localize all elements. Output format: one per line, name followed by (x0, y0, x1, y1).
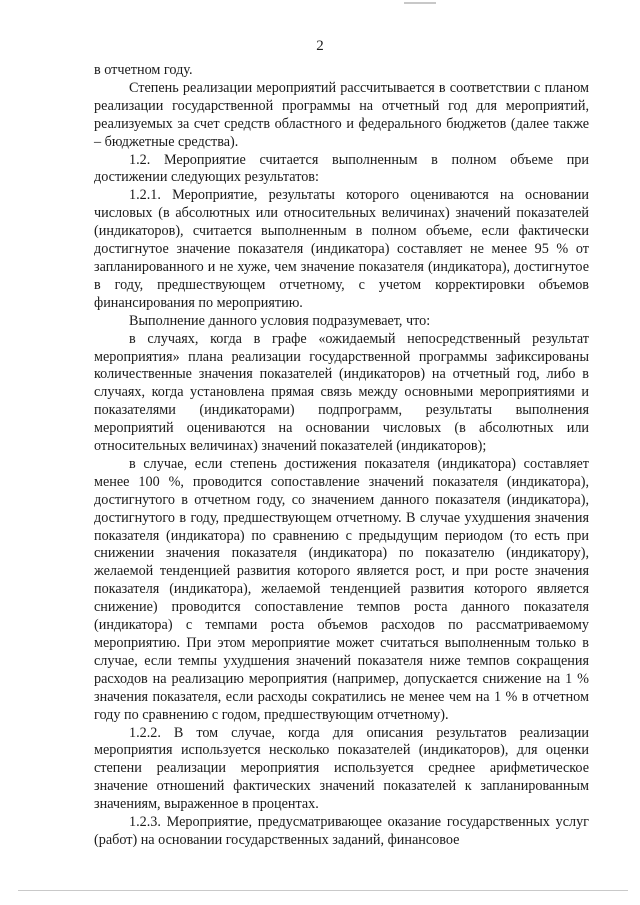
document-body (94, 62, 589, 850)
paragraph-1-2-1: 1.2.1. Мероприятие, результаты которого оцениваются на основании числовых (в абсолютных или относительных величинах) значений показателей (индикаторов), считается выполненным в полном объеме, если фактически достигнутое значение показателя (индикатора) составляет не менее 95 % от запланированного и не хуже, чем значение показателя (индикатора), достигнутое в году, предшествующем отчетному, с учетом корректировки объемов финансирования по мероприятию. (94, 187, 589, 311)
paragraph-condition-numeric: в случаях, когда в графе «ожидаемый непосредственный результат мероприятия» плана реализации государственной программы зафиксированы количественные значения показателей (индикаторов) на отчетный год, либо в случаях, когда установлена прямая связь между основными мероприятиями и показателями (индикаторами) подпрограмм, результаты выполнения мероприятий оцениваются на основании числовых (в абсолютных или относительных величинах) значений показателей (индикаторов); (94, 330, 589, 455)
scan-bottom-edge (18, 890, 628, 891)
scan-artifact-mark (404, 2, 436, 4)
paragraph-condition-below-100: в случае, если степень достижения показателя (индикатора) составляет менее 100 %, проводится сопоставление значений показателя (индикатора), достигнутого в отчетном году, со значением данного показателя (индикатора), достигнутого в году, предшествующем отчетному. В случае ухудшения значения показателя (индикатора) по сравнению с предыдущим периодом (то есть при снижении значения показателя (индикатора) по показателю (индикатору), желаемой тенденцией развития которого является рост, и при росте значения показателя (индикатора), желаемой тенденцией развития которого является снижение) проводится сопоставление темпов роста данного показателя (индикатора) с темпами роста объемов расходов по рассматриваемому мероприятию. При этом мероприятие может считаться выполненным только в случае, если темпы ухудшения значений показателя ниже темпов сокращения расходов на реализацию мероприятия (например, допускается снижение на 1 % значения показателя, если расходы сократились не менее чем на 1 % в отчетном году по сравнению с годом, предшествующим отчетному). (94, 455, 589, 723)
paragraph-continuation: в отчетном году. (94, 62, 193, 78)
paragraph-degree-of-implementation: Степень реализации мероприятий рассчитывается в соответствии с планом реализации государственной программы на отчетный год для мероприятий, реализуемых за счет средств областного и федерального бюджетов (далее также – бюджетные средства). (94, 79, 589, 150)
paragraph-1-2-3: 1.2.3. Мероприятие, предусматривающее оказание государственных услуг (работ) на основании государственных заданий, финансовое (94, 814, 589, 848)
paragraph-1-2-2: 1.2.2. В том случае, когда для описания результатов реализации мероприятия используется несколько показателей (индикаторов), для оценки степени реализации мероприятия используется среднее арифметическое значение отношений фактических значений показателей к запланированным значениям, выраженное в процентах. (94, 724, 589, 813)
page-number: 2 (316, 38, 324, 54)
paragraph-1-2: 1.2. Мероприятие считается выполненным в полном объеме при достижении следующих результатов: (94, 151, 589, 186)
paragraph-condition-intro: Выполнение данного условия подразумевает, что: (129, 312, 431, 329)
